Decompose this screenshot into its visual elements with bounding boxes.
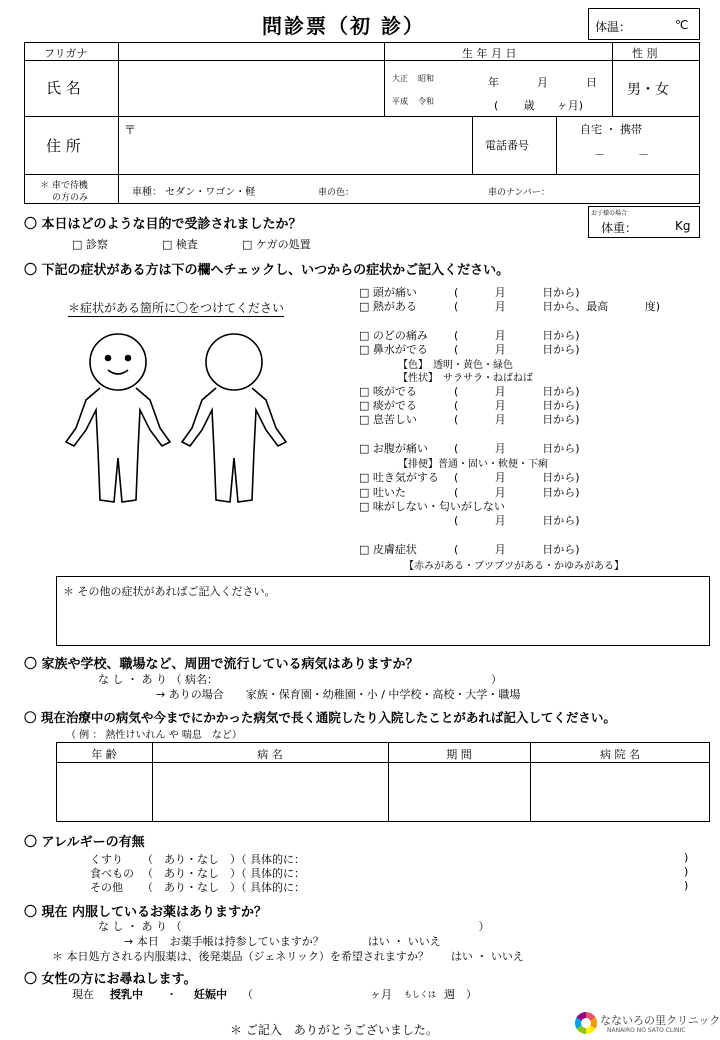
since-skin[interactable]: ( 月 日から)	[454, 543, 580, 556]
car-type[interactable]: 車種： セダン・ワゴン・軽	[132, 187, 256, 198]
furigana-label: フリガナ	[44, 47, 88, 60]
women-now: 現在	[72, 988, 94, 1001]
allergy-food-answer[interactable]: （ あり・なし ）（ 具体的に：	[142, 867, 305, 880]
since-fever[interactable]: ( 月 日から、最高 度)	[454, 300, 661, 313]
temperature-label: 体温：	[595, 20, 632, 34]
car-color-label: 車の色：	[318, 188, 355, 198]
other-symptoms-label: ＊ その他の症状があればご記入ください。	[63, 585, 276, 598]
purpose-test[interactable]: □ 検査	[162, 238, 198, 251]
phone-input[interactable]: － －	[594, 148, 649, 161]
since-headache[interactable]: ( 月 日から)	[454, 286, 580, 299]
clinic-name: なないろの里クリニック	[600, 1014, 720, 1027]
era-taisho[interactable]: 大正	[392, 74, 408, 83]
address-label: 住 所	[46, 137, 81, 155]
symptom-headache[interactable]: □ 頭が痛い	[359, 286, 417, 299]
allergy-food: 食べもの	[90, 867, 134, 880]
women-weeks[interactable]: 週 ）	[444, 988, 477, 1001]
era-heisei[interactable]: 平成	[392, 97, 408, 106]
phone-type[interactable]: 自宅 ・ 携帯	[580, 123, 642, 136]
women-pregnant[interactable]: 妊娠中	[194, 988, 227, 1001]
symptom-phlegm[interactable]: □ 痰がでる	[359, 399, 417, 412]
epidemic-answer[interactable]: な し ・ あ り （ 病名： ）	[98, 673, 502, 686]
address-input[interactable]	[120, 118, 470, 172]
symptom-throat[interactable]: □ のどの痛み	[359, 329, 428, 342]
body-diagram[interactable]	[56, 330, 296, 530]
month-label: 月	[537, 76, 548, 89]
sex-choice[interactable]: 男・女	[627, 82, 669, 98]
purpose-injury[interactable]: □ ケガの処置	[242, 238, 311, 251]
weight-note: お子様の場合	[591, 210, 628, 217]
car-wait-label-2: の方のみ	[52, 193, 89, 203]
women-paren: （	[242, 988, 253, 1001]
history-col-age: 年 齢	[91, 748, 117, 761]
body-front-figure	[66, 334, 170, 502]
history-col-disease: 病 名	[257, 748, 283, 761]
q1-purpose: 〇 本日はどのような目的で受診されましたか？	[24, 217, 302, 232]
symptom-cough[interactable]: □ 咳がでる	[359, 385, 417, 398]
name-label: 氏 名	[46, 79, 81, 97]
purpose-exam[interactable]: □ 診察	[72, 238, 108, 251]
temperature-box[interactable]	[588, 8, 700, 40]
symptom-stomach[interactable]: □ お腹が痛い	[359, 442, 428, 455]
phone-label: 電話番号	[485, 139, 529, 152]
since-phlegm[interactable]: ( 月 日から)	[454, 399, 580, 412]
symptom-nose[interactable]: □ 鼻水がでる	[359, 343, 428, 356]
women-dot: ・	[166, 988, 177, 1001]
symptom-taste[interactable]: □ 味がしない・匂いがしない	[359, 500, 505, 513]
allergy-medicine-answer[interactable]: （ あり・なし ）（ 具体的に：	[142, 853, 305, 866]
symptom-fever[interactable]: □ 熱がある	[359, 300, 417, 313]
symptom-vomit[interactable]: □ 吐いた	[359, 486, 406, 499]
women-months[interactable]: ヶ月	[370, 988, 392, 1001]
allergy-food-close: )	[684, 865, 689, 878]
q6-medication: 〇 現在 内服しているお薬はありますか？	[24, 905, 268, 920]
q7-women: 〇 女性の方にお尋ねします。	[24, 972, 197, 987]
weight-label: 体重：	[601, 221, 638, 235]
since-vomit[interactable]: ( 月 日から)	[454, 486, 580, 499]
name-input[interactable]	[120, 62, 382, 114]
car-number-label: 車のナンバー：	[488, 188, 550, 198]
women-or: もしくは	[404, 990, 436, 999]
q5-allergy: 〇 アレルギーの有無	[24, 835, 145, 850]
era-showa[interactable]: 昭和	[418, 74, 434, 83]
stool-type[interactable]: 【排便】普通・固い・軟便・下痢	[398, 459, 548, 470]
temperature-unit: ℃	[675, 18, 689, 32]
age-field[interactable]: ( 歳 ヶ月)	[494, 99, 584, 112]
weight-box[interactable]	[588, 206, 700, 238]
since-nausea[interactable]: ( 月 日から)	[454, 471, 580, 484]
nose-color[interactable]: 【色】 透明・黄色・緑色	[398, 360, 513, 371]
women-nursing[interactable]: 授乳中	[110, 988, 143, 1001]
since-stomach[interactable]: ( 月 日から)	[454, 442, 580, 455]
birthdate-label: 生 年 月 日	[462, 47, 517, 60]
since-nose[interactable]: ( 月 日から)	[454, 343, 580, 356]
postal-mark: 〒	[124, 123, 137, 137]
q2-symptoms: 〇 下記の症状がある方は下の欄へチェックし、いつからの症状かご記入ください。	[24, 263, 510, 278]
since-taste[interactable]: ( 月 日から)	[454, 514, 580, 527]
furigana-input[interactable]	[120, 43, 382, 59]
page-title: 問診票（初 診）	[262, 14, 425, 38]
since-throat[interactable]: ( 月 日から)	[454, 329, 580, 342]
since-breath[interactable]: ( 月 日から)	[454, 413, 580, 426]
symptom-breath[interactable]: □ 息苦しい	[359, 413, 417, 426]
since-cough[interactable]: ( 月 日から)	[454, 385, 580, 398]
era-reiwa[interactable]: 令和	[418, 97, 434, 106]
skin-type[interactable]: 【赤みがある・ブツブツがある・かゆみがある】	[404, 561, 624, 572]
nose-type[interactable]: 【性状】 サラサラ・ねばねば	[398, 373, 533, 384]
weight-unit: Kg	[675, 219, 691, 233]
body-back-figure	[182, 334, 286, 502]
day-label: 日	[586, 76, 597, 89]
other-symptoms-box[interactable]	[56, 576, 710, 646]
allergy-other-answer[interactable]: （ あり・なし ）（ 具体的に：	[142, 881, 305, 894]
car-wait-label: ＊ 車で待機	[40, 181, 88, 191]
history-col-hospital: 病 院 名	[600, 748, 640, 761]
q4-history: 〇 現在治療中の病気や今までにかかった病気で長く通院したり入院したことがあれば記入してください。	[24, 710, 616, 725]
allergy-medicine: くすり	[90, 853, 123, 866]
medication-notebook[interactable]: → 本日 お薬手帳は持参していますか？ はい ・ いいえ	[124, 935, 441, 948]
medication-generic[interactable]: ＊ 本日処方される内服薬は、後発薬品（ジェネリック）を希望されますか？ はい ・ いいえ	[52, 950, 524, 963]
symptom-skin[interactable]: □ 皮膚症状	[359, 543, 417, 556]
year-label: 年	[488, 76, 499, 89]
allergy-other: その他	[90, 881, 123, 894]
sex-label: 性 別	[632, 47, 658, 60]
epidemic-place[interactable]: → ありの場合 家族・保育園・幼稚園・小 / 中学校・高校・大学・職場	[156, 688, 521, 701]
clinic-sub: NANAIRO NO SATO CLINIC	[607, 1027, 686, 1034]
history-col-period: 期 間	[446, 748, 472, 761]
history-input[interactable]	[58, 764, 708, 820]
thanks-message: ＊ ご記入 ありがとうございました。	[230, 1023, 438, 1037]
q3-epidemic: 〇 家族や学校、職場など、周囲で流行している病気はありますか？	[24, 657, 419, 672]
allergy-medicine-close: )	[684, 851, 689, 864]
history-example: （ 例 ： 熱性けいれん や 喘息 など）	[66, 730, 242, 741]
symptom-nausea[interactable]: □ 吐き気がする	[359, 471, 439, 484]
allergy-other-close: )	[684, 879, 689, 892]
medication-answer[interactable]: な し ・ あ り （ ）	[98, 920, 490, 933]
clinic-logo-icon	[575, 1012, 597, 1034]
body-note: ＊症状がある箇所に〇をつけてください	[68, 301, 285, 315]
